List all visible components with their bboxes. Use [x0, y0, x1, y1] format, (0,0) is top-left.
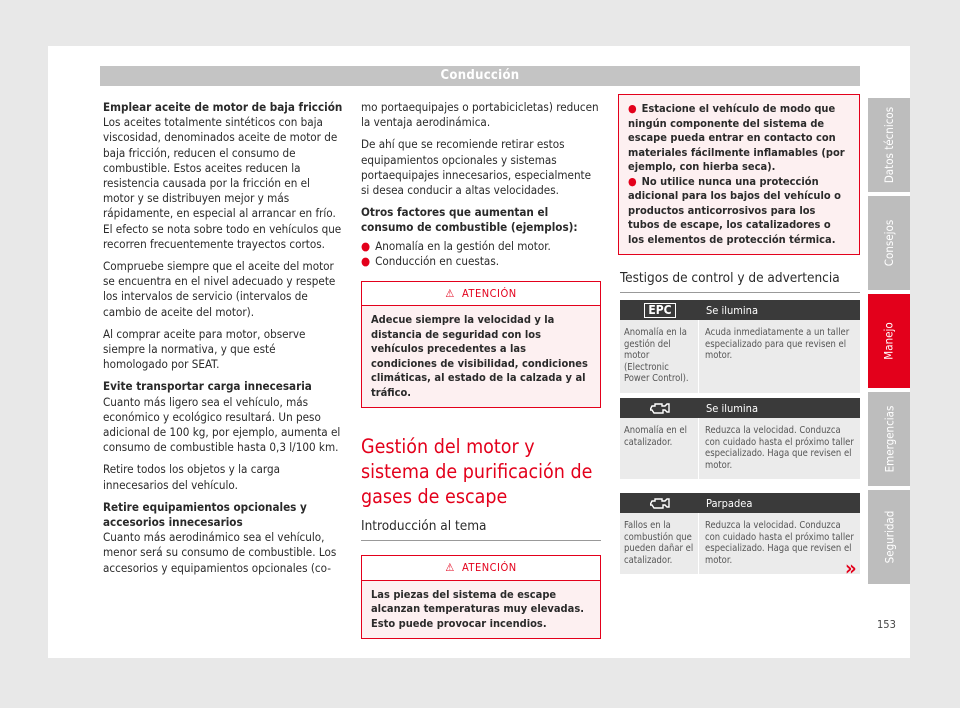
- column-1: [103, 100, 343, 583]
- list-item: ● Conducción en cuestas.: [361, 253, 500, 268]
- paragraph: Cuanto más aerodinámico sea el vehículo, menor será su consumo de combustible. Los accesorios y equipamientos opcionales (co-: [103, 530, 337, 575]
- lamp-table-epc: [620, 300, 860, 393]
- heading-other-factors: Otros factores que aumentan el consumo de combustible (ejemplos):: [361, 205, 578, 235]
- table-row: [620, 320, 860, 393]
- lamp-state: Parpadea: [706, 496, 753, 510]
- table-cell: Anomalía en la gestión del motor (Electronic Power Control).: [620, 320, 699, 393]
- section-title: Gestión del motor y sistema de purificación de gases de escape: [361, 435, 593, 509]
- warning-triangle-icon: ⚠: [445, 287, 455, 301]
- warning-box: [361, 281, 601, 408]
- lamp-state: Se ilumina: [706, 401, 759, 415]
- paragraph: De ahí que se recomiende retirar estos equipamientos opcionales y sistemas portaequipajes innecesarios, especialmente si desea conducir a altas velocidades.: [361, 137, 592, 198]
- list-item: ● Anomalía en la gestión del motor.: [361, 238, 551, 253]
- tab-manejo[interactable]: Manejo: [868, 294, 910, 388]
- table-cell: Anomalía en el catalizador.: [620, 418, 699, 479]
- heading-low-friction-oil: Emplear aceite de motor de baja fricción: [103, 100, 343, 114]
- table-cell: Reduzca la velocidad. Conduzca con cuidado hasta el próximo taller especializado. Haga que revisen el motor.: [705, 520, 854, 566]
- tab-emergencias[interactable]: Emergencias: [868, 392, 910, 486]
- heading-remove-accessories: Retire equipamientos opcionales y accesorios innecesarios: [103, 499, 307, 530]
- page-number: 153: [877, 618, 896, 631]
- bullet-icon: ●: [361, 253, 371, 268]
- table-row: [620, 513, 860, 574]
- paragraph: mo portaequipajes o portabicicletas) reducen la ventaja aerodinámica.: [361, 100, 599, 130]
- lamp-table-engine-blink: [620, 493, 860, 574]
- list-item: ● No utilice nunca una protección adicional para los bajos del vehículo o productos anticorrosivos para los tubos de escape, los catalizadores o los elementos de protección térmica.: [628, 174, 841, 246]
- lamp-table-engine-on: [620, 398, 860, 479]
- subsection-title: Introducción al tema: [361, 519, 601, 541]
- warning-box: [361, 555, 601, 639]
- tab-seguridad[interactable]: Seguridad: [868, 490, 910, 584]
- bullet-icon: ●: [628, 174, 637, 188]
- paragraph: Los aceites totalmente sintéticos con baja viscosidad, denominados aceite de motor de baja fricción, reducen el consumo de combustible. Estos aceites reducen la resistencia causada por la fricción en el motor y se distribuyen mejor y más rápidamente, en especial al arrancar en frío. El efecto se nota sobre todo en vehículos que recorren frecuentemente trayectos cortos.: [103, 115, 342, 251]
- warning-triangle-icon: ⚠: [445, 561, 455, 575]
- warning-header: ⚠ ATENCIÓN: [362, 556, 600, 580]
- bullet-icon: ●: [628, 102, 637, 115]
- bullet-icon: ●: [361, 238, 371, 253]
- epc-icon: EPC: [620, 300, 700, 320]
- table-cell: Fallos en la combustión que pueden dañar el catalizador.: [620, 513, 699, 574]
- paragraph: Retire todos los objetos y la carga innecesarios del vehículo.: [103, 462, 280, 492]
- table-cell: Reduzca la velocidad. Conduzca con cuidado hasta el próximo taller especializado. Haga que revisen el motor.: [705, 425, 854, 471]
- paragraph: Cuanto más ligero sea el vehículo, más económico y ecológico resultará. Un peso adicional de 100 kg, por ejemplo, aumenta el consumo de combustible hasta 0,3 l/100 km.: [103, 394, 341, 455]
- table-cell: Acuda inmediatamente a un taller especializado para que revisen el motor.: [705, 327, 850, 362]
- tab-datos-tecnicos[interactable]: Datos técnicos: [868, 98, 910, 192]
- warning-text: Las piezas del sistema de escape alcanzan temperaturas muy elevadas. Esto puede provocar incendios.: [371, 587, 584, 630]
- engine-icon: [620, 398, 700, 418]
- warning-box-continued: [618, 94, 860, 255]
- continue-arrow-icon: »: [845, 556, 857, 580]
- tab-consejos[interactable]: Consejos: [868, 196, 910, 290]
- column-2: [361, 100, 601, 639]
- paragraph: Compruebe siempre que el aceite del motor se encuentra en el nivel adecuado y respete los intervalos de servicio (intervalos de cambio de aceite del motor).: [103, 259, 336, 319]
- heading-unnecessary-load: Evite transportar carga innecesaria: [103, 379, 312, 394]
- page-header: Conducción: [100, 66, 860, 86]
- list-item: ● Estacione el vehículo de modo que ningún componente del sistema de escape pueda entrar en contacto con materiales fácilmente inflamables (por ejemplo, con hierba seca).: [628, 102, 845, 173]
- lamps-title: Testigos de control y de advertencia: [620, 270, 860, 293]
- lamp-state: Se ilumina: [706, 303, 759, 317]
- table-row: [620, 418, 860, 479]
- paragraph: Al comprar aceite para motor, observe siempre la normativa, y que esté homologado por SEAT.: [103, 326, 306, 372]
- warning-header: ⚠ ATENCIÓN: [362, 282, 600, 306]
- warning-text: Adecue siempre la velocidad y la distancia de seguridad con los vehículos precedentes a las condiciones de visibilidad, condiciones climáticas, al estado de la calzada y al tráfico.: [371, 313, 588, 399]
- engine-icon: [620, 493, 700, 513]
